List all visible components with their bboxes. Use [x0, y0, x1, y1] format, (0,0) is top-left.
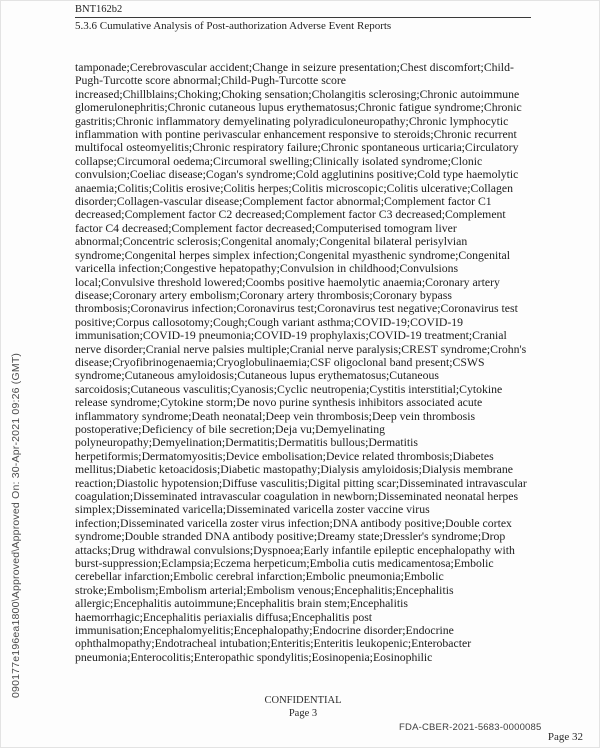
sidebar-approval-watermark: 090177e196ea1800\Approved\Approved On: 30-Apr-2021 09:26 (GMT) [10, 352, 22, 698]
header-product-code: BNT162b2 [75, 4, 531, 18]
page-header [75, 4, 531, 32]
fda-document-id-stamp: FDA-CBER-2021-5683-0000085 [399, 722, 542, 733]
adverse-events-list: tamponade;Cerebrovascular accident;Change in seizure presentation;Chest discomfort;Child-Pugh-Turcotte score abnormal;Child-Pugh-Turcotte score increased;Chillblains;Choking;Choking sensation;Cholangitis sclerosing;Chronic autoimmune glomerulonephritis;Chronic cutaneous lupus erythematosus;Chronic fatigue syndrome;Chronic gastritis;Chronic inflammatory demyelinating polyradiculoneuropathy;Chronic lymphocytic inflammation with pontine perivascular enhancement responsive to steroids;Chronic recurrent multifocal osteomyelitis;Chronic respiratory failure;Chronic spontaneous urticaria;Circulatory collapse;Circumoral oedema;Circumoral swelling;Clinically isolated syndrome;Clonic convulsion;Coeliac disease;Cogan's syndrome;Cold agglutinins positive;Cold type haemolytic anaemia;Colitis;Colitis erosive;Colitis herpes;Colitis microscopic;Colitis ulcerative;Collagen disorder;Collagen-vascular disease;Complement factor abnormal;Complement factor C1 decreased;Complement factor C2 decreased;Complement factor C3 decreased;Complement factor C4 decreased;Complement factor decreased;Computerised tomogram liver abnormal;Concentric sclerosis;Congenital anomaly;Congenital bilateral perisylvian syndrome;Congenital herpes simplex infection;Congenital myasthenic syndrome;Congenital varicella infection;Congestive hepatopathy;Convulsion in childhood;Convulsions local;Convulsive threshold lowered;Coombs positive haemolytic anaemia;Coronary artery disease;Coronary artery embolism;Coronary artery thrombosis;Coronary bypass thrombosis;Coronavirus infection;Coronavirus test;Coronavirus test negative;Coronavirus test positive;Corpus callosotomy;Cough;Cough variant asthma;COVID-19;COVID-19 immunisation;COVID-19 pneumonia;COVID-19 prophylaxis;COVID-19 treatment;Cranial nerve disorder;Cranial nerve palsies multiple;Cranial nerve paralysis;CREST syndrome;Crohn's disease;Cryofibrinogenaemia;Cryoglobulinaemia;CSF oligoclonal band present;CSWS syndrome;Cutaneous amyloidosis;Cutaneous lupus erythematosus;Cutaneous sarcoidosis;Cutaneous vasculitis;Cyanosis;Cyclic neutropenia;Cystitis interstitial;Cytokine release syndrome;Cytokine storm;De novo purine synthesis inhibitors associated acute inflammatory syndrome;Death neonatal;Deep vein thrombosis;Deep vein thrombosis postoperative;Deficiency of bile secretion;Deja vu;Demyelinating polyneuropathy;Demyelination;Dermatitis;Dermatitis bullous;Dermatitis herpetiformis;Dermatomyositis;Device embolisation;Device related thrombosis;Diabetes mellitus;Diabetic ketoacidosis;Diabetic mastopathy;Dialysis amyloidosis;Dialysis membrane reaction;Diastolic hypotension;Diffuse vasculitis;Digital pitting scar;Disseminated intravascular coagulation;Disseminated intravascular coagulation in newborn;Disseminated neonatal herpes simplex;Disseminated varicella;Disseminated varicella zoster vaccine virus infection;Disseminated varicella zoster virus infection;DNA antibody positive;Double cortex syndrome;Double stranded DNA antibody positive;Dreamy state;Dressler's syndrome;Drop attacks;Drug withdrawal convulsions;Dyspnoea;Early infantile epileptic encephalopathy with burst-suppression;Eclampsia;Eczema herpeticum;Embolia cutis medicamentosa;Embolic cerebellar infarction;Embolic cerebral infarction;Embolic pneumonia;Embolic stroke;Embolism;Embolism arterial;Embolism venous;Encephalitis;Encephalitis allergic;Encephalitis autoimmune;Encephalitis brain stem;Encephalitis haemorrhagic;Encephalitis periaxialis diffusa;Encephalitis post immunisation;Encephalomyelitis;Encephalopathy;Endocrine disorder;Endocrine ophthalmopathy;Endotracheal intubation;Enteritis;Enteritis leukopenic;Enterobacter pneumonia;Enterocolitis;Enteropathic spondylitis;Eosinopenia;Eosinophilic [75, 61, 527, 664]
footer-page-number: Page 3 [288, 708, 318, 719]
pdf-page-number: Page 32 [547, 731, 583, 743]
header-section-title: 5.3.6 Cumulative Analysis of Post-authorization Adverse Event Reports [75, 20, 392, 32]
footer-confidential-label: CONFIDENTIAL [264, 695, 342, 706]
